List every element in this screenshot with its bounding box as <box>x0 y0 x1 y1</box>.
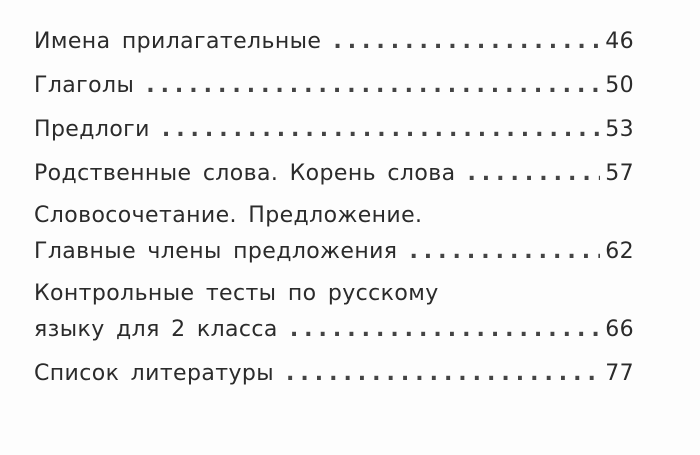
toc-entry <box>34 110 634 150</box>
dot-leader <box>134 66 600 106</box>
toc-entry-line <box>34 154 634 194</box>
toc-entry-title: Список литературы <box>34 361 275 386</box>
toc-entry-title: Имена прилагательные <box>34 29 322 54</box>
table-of-contents <box>34 22 634 394</box>
toc-entry-line <box>34 110 634 150</box>
toc-entry-page: 50 <box>605 73 634 98</box>
toc-entry <box>34 200 634 272</box>
dot-leader <box>274 354 600 394</box>
toc-entry-line <box>34 310 634 350</box>
toc-entry <box>34 278 634 350</box>
toc-entry-title-line2: Главные члены предложения <box>34 239 398 264</box>
dot-leader <box>321 22 600 62</box>
dot-leader <box>150 110 600 150</box>
toc-entry-line <box>34 66 634 106</box>
toc-entry-page: 77 <box>605 361 634 386</box>
toc-entry-title: Глаголы <box>34 73 135 98</box>
toc-entry <box>34 66 634 106</box>
toc-entry-title: Родственные слова. Корень слова <box>34 161 456 186</box>
toc-entry-line <box>34 354 634 394</box>
toc-entry-title: Предлоги <box>34 117 150 142</box>
toc-entry-line <box>34 232 634 272</box>
toc-entry-title-line2: языку для 2 класса <box>34 317 278 342</box>
toc-entry-line <box>34 22 634 62</box>
toc-entry-page: 62 <box>605 239 634 264</box>
toc-entry-page: 46 <box>605 29 634 54</box>
dot-leader <box>397 232 600 272</box>
toc-entry-page: 66 <box>605 317 634 342</box>
dot-leader <box>278 310 600 350</box>
toc-entry-page: 57 <box>605 161 634 186</box>
toc-entry-page: 53 <box>605 117 634 142</box>
toc-entry-title-line1: Словосочетание. Предложение. <box>34 203 423 228</box>
toc-entry <box>34 22 634 62</box>
toc-entry-title-line1: Контрольные тесты по русскому <box>34 281 439 306</box>
toc-entry <box>34 154 634 194</box>
toc-entry <box>34 354 634 394</box>
dot-leader <box>455 154 600 194</box>
